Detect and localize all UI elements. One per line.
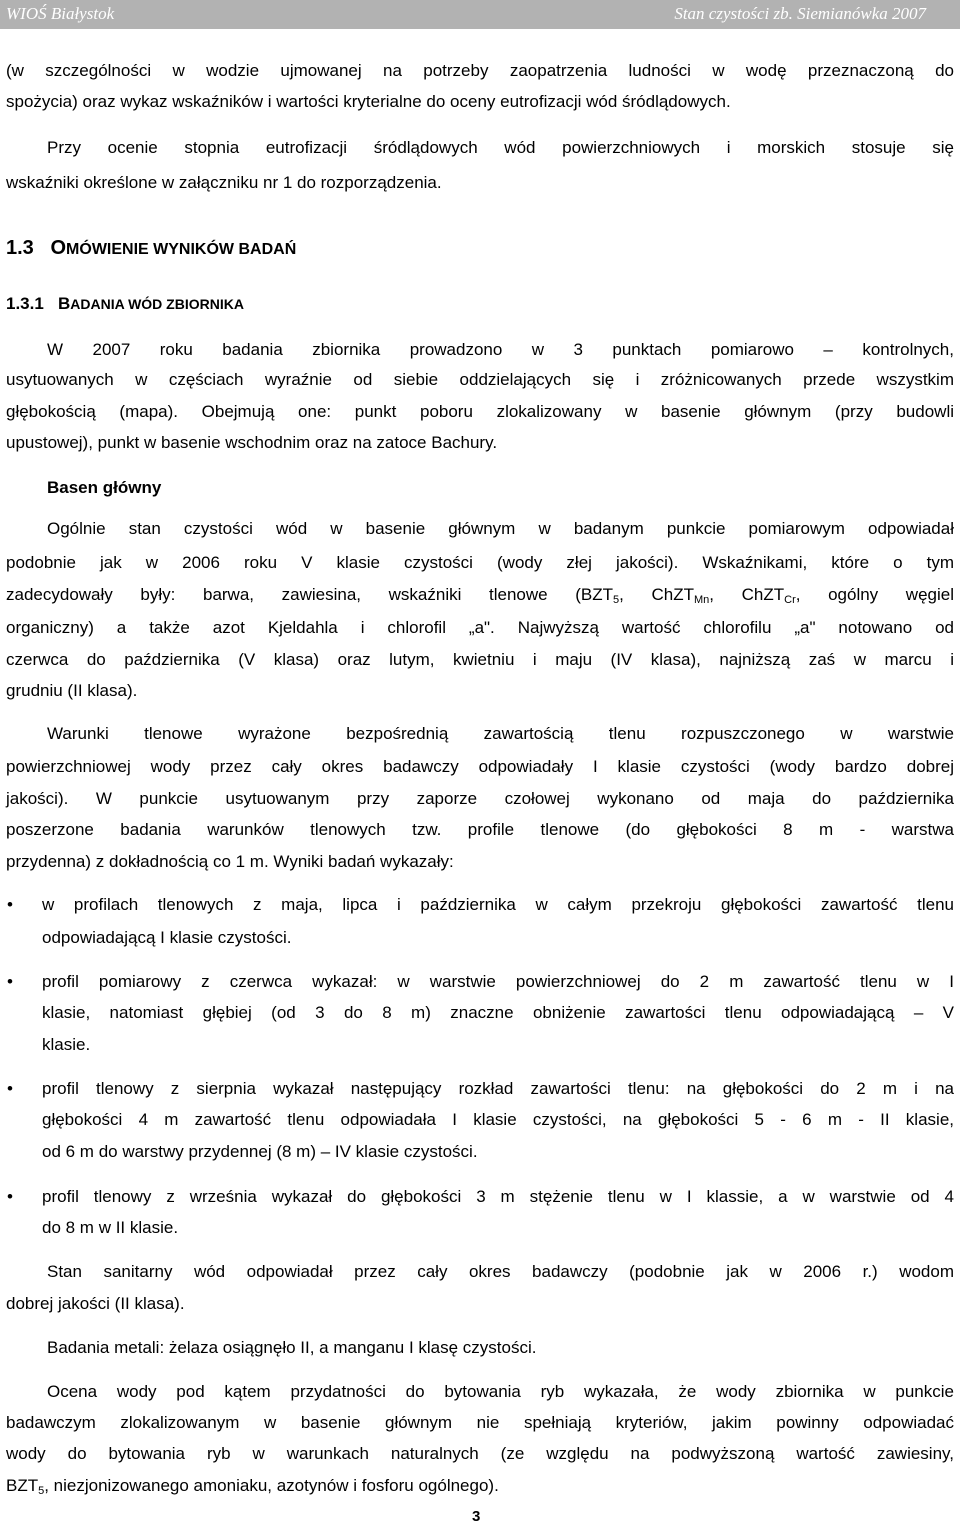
bullet-line: odpowiadającą I klasie czystości. [42,928,292,947]
bullet-marker: • [7,1187,13,1206]
bullet-line: od 6 m do warstwy przydennej (8 m) – IV klasie czystości. [42,1142,478,1161]
text-run: , ChZT [709,585,785,604]
paragraph-line: Ogólnie stan czystości wód w basenie głównym w badanym punkcie pomiarowym odpowiadał [47,519,954,538]
bullet-line: profil tlenowy z września wykazał do głębokości 3 m stężenie tlenu w I klassie, a w warstwie od 4 [42,1187,954,1206]
bullet-line: profil pomiarowy z czerwca wykazał: w warstwie powierzchniowej do 2 m zawartość tlenu w I [42,972,954,991]
intro-line: wskaźniki określone w załączniku nr 1 do rozporządzenia. [6,173,442,192]
bullet-marker: • [7,1079,13,1098]
paragraph-line [6,1476,954,1496]
bullet-line: do 8 m w II klasie. [42,1218,179,1237]
paragraph-line: badawczym zlokalizowanym w basenie głównym nie spełniają kryteriów, jakim powinny odpowiadać [6,1413,954,1432]
intro-line: (w szczególności w wodzie ujmowanej na potrzeby zaopatrzenia ludności w wodę przeznaczoną do [6,61,954,80]
paragraph-line: poszerzone badania warunków tlenowych tzw. profile tlenowe (do głębokości 8 m - warstwa [6,820,954,839]
bullet-line: w profilach tlenowych z maja, lipca i października w całym przekroju głębokości zawartość tlenu [42,895,954,914]
subscript: Mn [693,594,710,606]
paragraph-line: głębokością (mapa). Obejmują one: punkt poboru zlokalizowany w basenie głównym (przy budowli [6,402,954,421]
text-run: , ChZT [619,585,694,604]
section-number: 1.3 [6,237,34,259]
text-run: , niezjonizowanego amoniaku, azotynów i fosforu ogólnego). [44,1476,499,1495]
bullet-line: klasie, natomiast głębiej (od 3 do 8 m) znaczne obniżenie zawartości tlenu odpowiadającą – V [42,1003,954,1022]
subsection-title-initial: B [57,294,71,313]
paragraph-line [6,585,954,605]
intro-line: Przy ocenie stopnia eutrofizacji śródlądowych wód powierzchniowych i morskich stosuje się [47,138,954,157]
bullet-marker: • [7,972,13,991]
subscript: 5 [38,1485,45,1497]
bullet-line: klasie. [42,1035,91,1054]
paragraph-line: Badania metali: żelaza osiągnęło II, a manganu I klasę czystości. [47,1338,537,1357]
subscript: Cr [784,594,796,606]
paragraph-line: Stan sanitarny wód odpowiadał przez cały okres badawczy (podobnie jak w 2006 r.) wodom [47,1262,954,1281]
section-heading [6,236,954,262]
paragraph-line: jakości). W punkcie usytuowanym przy zaporze czołowej wykonano od maja do października [6,789,954,808]
subsection-title-rest: ADANIA WÓD ZBIORNIKA [70,296,244,312]
page-header [0,0,960,29]
text-run: , ogólny węgiel [795,585,954,604]
paragraph-line: przydenna) z dokładnością co 1 m. Wyniki badań wykazały: [6,852,454,871]
basen-subtitle: Basen główny [47,478,162,497]
subsection-number: 1.3.1 [6,294,44,313]
intro-line: spożycia) oraz wykaz wskaźników i wartości kryterialne do oceny eutrofizacji wód śródlądowych. [6,92,731,111]
bullet-line: głębokości 4 m zawartość tlenu odpowiadała I klasie czystości, na głębokości 5 - 6 m - II klasie, [42,1110,954,1129]
paragraph-line: usytuowanych w częściach wyraźnie od siebie oddzielających się i zróżnicowanych przede wszystkim [6,370,954,389]
page-number: 3 [472,1508,481,1525]
paragraph-line: upustowej), punkt w basenie wschodnim oraz na zatoce Bachury. [6,433,498,452]
paragraph-line: czerwca do października (V klasa) oraz lutym, kwietniu i maju (IV klasa), najniższą zaś w marcu i [6,650,954,669]
paragraph-line: W 2007 roku badania zbiornika prowadzono w 3 punktach pomiarowo – kontrolnych, [47,340,954,359]
paragraph-line: organiczny) a także azot Kjeldahla i chlorofil „a". Najwyższą wartość chlorofilu „a" notowano od [6,618,954,637]
header-left-text: WIOŚ Białystok [6,4,115,23]
header-right-text: Stan czystości zb. Siemianówka 2007 [674,4,926,23]
subsection-heading [6,294,954,314]
paragraph-line: powierzchniowej wody przez cały okres badawczy odpowiadały I klasie czystości (wody bardzo dobrej [6,757,954,776]
paragraph-line: dobrej jakości (II klasa). [6,1294,185,1313]
paragraph-line: Ocena wody pod kątem przydatności do bytowania ryb wykazała, że wody zbiornika w punkcie [47,1382,954,1401]
paragraph-line: Warunki tlenowe wyrażone bezpośrednią zawartością tlenu rozpuszczonego w warstwie [47,724,954,743]
bullet-marker: • [7,895,13,914]
subscript: 5 [613,594,620,606]
paragraph-line: wody do bytowania ryb w warunkach naturalnych (ze względu na podwyższoną wartość zawiesiny, [6,1444,954,1463]
section-title-rest: MÓWIENIE WYNIKÓW BADAŃ [66,241,297,258]
text-run: zadecydowały były: barwa, zawiesina, wskaźniki tlenowe (BZT [6,585,613,604]
section-title-initial: O [50,237,67,259]
paragraph-line: podobnie jak w 2006 roku V klasie czystości (wody złej jakości). Wskaźnikami, które o tym [6,553,954,572]
paragraph-line: grudniu (II klasa). [6,681,138,700]
text-run: BZT [6,1476,39,1495]
bullet-line: profil tlenowy z sierpnia wykazał następujący rozkład zawartości tlenu: na głębokości do 2 m i na [42,1079,954,1098]
